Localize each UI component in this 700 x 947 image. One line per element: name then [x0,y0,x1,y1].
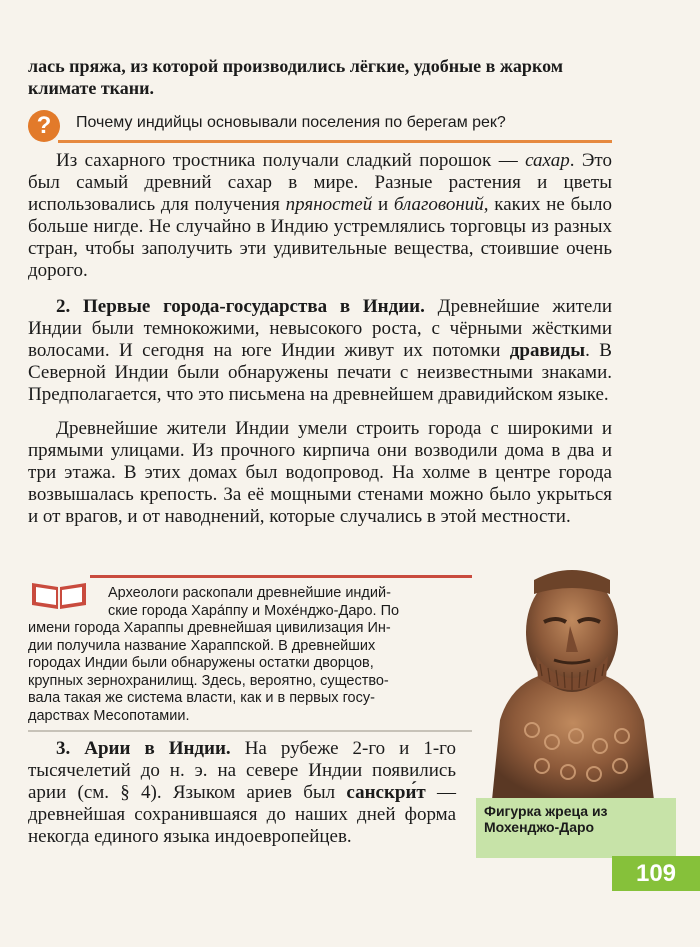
para1-text-d: , каких не было больше нигде. Не случайно в Индию устремлялись торговцы из разных стран, чтобы заполучить эти удивительные вещества, стоившие очень дорого. [28,194,612,281]
term-incense: благовоний [393,194,484,215]
archaeology-line: ские города Хара́ппу и Мохе́нджо-Даро. По [108,602,400,619]
para1-text-a: Из сахарного тростника получали сладкий порошок — [56,150,526,171]
intro-text: лась пряжа, из которой производились лёгкие, удобные в жарком климате ткани. [28,56,563,98]
priest-figurine-image [472,560,672,800]
term-sugar: сахар [525,150,570,171]
para4-text-a: На рубеже 2-го и 1-го тысячелетий до н. э. на севере Индии появились арии (см. § 4). Языком ариев был [28,738,456,803]
question-mark-icon: ? [28,110,60,142]
section-heading-3: 3. Арии в Индии. [56,738,231,759]
question-text: Почему индийцы основывали поселения по берегам рек? [76,114,506,131]
archaeology-line: вала такая же система власти, как и в первых госу- [28,690,375,706]
archaeology-line: городах Индии были обнаружены остатки дворцов, [28,655,374,671]
archaeology-box-top [28,575,472,579]
archaeology-top-line [48,575,472,578]
question-underline [58,140,612,143]
para2-text-a: Древнейшие жители Индии были темнокожими, невысокого роста, с чёрными жёсткими волосами. И сегодня на юге Индии живут их потомки [28,296,612,361]
paragraph-ancient-cities: Древнейшие жители Индии умели строить города с широкими и прямыми улицами. Из прочного кирпича они возводили дома в два и три этажа. В этих домах был водопровод. На холме в центре города возвышалась крепость. За её мощными стенами можно было укрыться и от врагов, и от наводнений, которые случались в этой местности. [28,418,612,527]
archaeology-line: Археологи раскопали древнейшие индий- [108,585,391,601]
term-spices: пряностей [285,194,373,215]
question-row [28,110,612,144]
paragraph-aryans [28,738,456,848]
archaeology-line: крупных зернохранилищ. Здесь, вероятно, существо- [28,672,389,689]
figure-caption [476,798,676,858]
para2-text-b: . В Северной Индии были обнаружены печати с неизвестными знаками. Предполагается, что это письмена на древнейшем дравидийском языке. [28,340,612,405]
figure-caption-text: Фигурка жреца из Мохенджо-Даро [484,803,608,835]
archaeology-line: имени города Хараппы древнейшая цивилизация Ин- [28,620,391,636]
archaeology-line: дии получила название Хараппской. В древнейших [28,637,376,654]
paragraph-sugar [28,150,612,282]
paragraph-first-cities [28,296,612,406]
page-number: 109 [612,856,700,891]
para1-text-c: и [372,194,394,215]
para4-text-b: — древнейшая сохранившаяся до наших дней форма некогда единого языка индоевропейцев. [28,782,457,847]
term-sanskrit: санскри́т [346,782,426,803]
archaeology-box-bottom [28,730,472,732]
para1-text-b: . Это был самый древний сахар в мире. Разные растения и цветы использовались для получения [28,150,612,215]
archaeology-line: дарствах Месопотамии. [28,707,190,724]
term-dravids: дравиды [509,340,586,361]
archaeology-note [28,585,458,725]
section-heading-2: 2. Первые города-государства в Индии. [56,296,425,317]
